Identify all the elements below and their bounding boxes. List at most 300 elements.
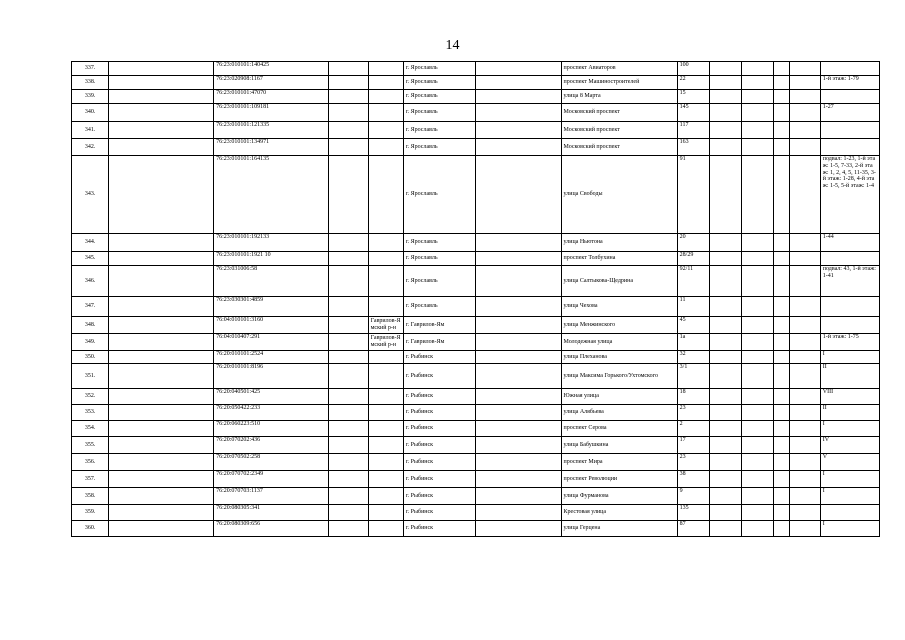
empty-cell [476, 122, 561, 139]
cadastral-number-cell: 76:23:010101:47070 [214, 90, 329, 104]
house-number-cell: 87 [677, 521, 709, 537]
row-number-cell: 341. [72, 122, 109, 139]
empty-cell [741, 297, 773, 317]
cadastral-number-cell: 76:23:030301:4859 [214, 297, 329, 317]
city-cell: г. Рыбинск [403, 488, 476, 505]
empty-cell [109, 364, 214, 389]
row-number-cell: 349. [72, 334, 109, 351]
empty-cell [774, 421, 790, 437]
empty-cell [741, 389, 773, 405]
house-number-cell: 22 [677, 76, 709, 90]
street-cell: проспект Машиностроителей [561, 76, 677, 90]
city-cell: г. Ярославль [403, 76, 476, 90]
empty-cell [741, 76, 773, 90]
premises-cell: 1-44 [820, 234, 879, 252]
cadastral-number-cell: 76:20:070502:258 [214, 454, 329, 471]
cadastral-number-cell: 76:20:080309:656 [214, 521, 329, 537]
empty-cell [789, 351, 820, 364]
house-number-cell: 145 [677, 104, 709, 122]
empty-cell [476, 505, 561, 521]
street-cell: Молодежная улица [561, 334, 677, 351]
street-cell: улица 8 Марта [561, 90, 677, 104]
premises-cell: I [820, 351, 879, 364]
empty-cell [789, 471, 820, 488]
empty-cell [109, 521, 214, 537]
empty-cell [741, 364, 773, 389]
cadastral-number-cell: 76:04:010407:291 [214, 334, 329, 351]
district-cell [368, 351, 403, 364]
table-row [72, 90, 880, 104]
empty-cell [109, 90, 214, 104]
city-cell: г. Рыбинск [403, 521, 476, 537]
cadastral-number-cell: 76:20:070703:1137 [214, 488, 329, 505]
empty-cell [774, 505, 790, 521]
premises-cell [820, 62, 879, 76]
empty-cell [329, 421, 368, 437]
empty-cell [329, 76, 368, 90]
row-number-cell: 343. [72, 156, 109, 234]
empty-cell [709, 437, 741, 454]
table-row [72, 488, 880, 505]
cadastral-number-cell: 76:23:010101:192133 [214, 234, 329, 252]
district-cell [368, 297, 403, 317]
empty-cell [476, 266, 561, 297]
district-cell [368, 471, 403, 488]
premises-cell: 1-27 [820, 104, 879, 122]
empty-cell [109, 234, 214, 252]
row-number-cell: 354. [72, 421, 109, 437]
empty-cell [774, 437, 790, 454]
city-cell: г. Ярославль [403, 62, 476, 76]
city-cell: г. Гаврилов-Ям [403, 317, 476, 334]
row-number-cell: 339. [72, 90, 109, 104]
row-number-cell: 353. [72, 405, 109, 421]
premises-cell: VIII [820, 389, 879, 405]
empty-cell [109, 505, 214, 521]
cadastral-number-cell: 76:23:010101:121335 [214, 122, 329, 139]
house-number-cell: 28/29 [677, 252, 709, 266]
table-row [72, 521, 880, 537]
premises-cell: V [820, 454, 879, 471]
cadastral-number-cell: 76:20:070202:436 [214, 437, 329, 454]
table-row [72, 104, 880, 122]
empty-cell [109, 389, 214, 405]
empty-cell [476, 521, 561, 537]
district-cell [368, 421, 403, 437]
empty-cell [329, 122, 368, 139]
empty-cell [476, 297, 561, 317]
empty-cell [109, 266, 214, 297]
row-number-cell: 356. [72, 454, 109, 471]
premises-cell: I [820, 421, 879, 437]
street-cell: улица Чехова [561, 297, 677, 317]
table-row [72, 122, 880, 139]
empty-cell [709, 139, 741, 156]
table-row [72, 317, 880, 334]
empty-cell [774, 521, 790, 537]
table-row [72, 389, 880, 405]
empty-cell [476, 454, 561, 471]
empty-cell [741, 437, 773, 454]
empty-cell [774, 62, 790, 76]
empty-cell [109, 122, 214, 139]
city-cell: г. Рыбинск [403, 437, 476, 454]
street-cell: улица Менжинского [561, 317, 677, 334]
empty-cell [741, 488, 773, 505]
empty-cell [709, 405, 741, 421]
house-number-cell: 2 [677, 421, 709, 437]
city-cell: г. Гаврилов-Ям [403, 334, 476, 351]
district-cell [368, 488, 403, 505]
empty-cell [789, 317, 820, 334]
empty-cell [109, 437, 214, 454]
table-row [72, 421, 880, 437]
district-cell [368, 234, 403, 252]
empty-cell [476, 104, 561, 122]
empty-cell [709, 389, 741, 405]
district-cell [368, 405, 403, 421]
empty-cell [709, 488, 741, 505]
table-row [72, 76, 880, 90]
empty-cell [329, 62, 368, 76]
street-cell: проспект Авиаторов [561, 62, 677, 76]
empty-cell [709, 90, 741, 104]
row-number-cell: 344. [72, 234, 109, 252]
city-cell: г. Рыбинск [403, 454, 476, 471]
cadastral-number-cell: 76:23:010101:164135 [214, 156, 329, 234]
district-cell [368, 90, 403, 104]
empty-cell [709, 421, 741, 437]
premises-cell: 1-й этаж: 1-79 [820, 76, 879, 90]
row-number-cell: 359. [72, 505, 109, 521]
empty-cell [476, 471, 561, 488]
cadastral-number-cell: 76:20:080305:341 [214, 505, 329, 521]
street-cell: улица Герцена [561, 521, 677, 537]
empty-cell [109, 62, 214, 76]
empty-cell [476, 389, 561, 405]
cadastral-number-cell: 76:20:050422:233 [214, 405, 329, 421]
city-cell: г. Ярославль [403, 156, 476, 234]
empty-cell [109, 156, 214, 234]
table-row [72, 297, 880, 317]
city-cell: г. Рыбинск [403, 364, 476, 389]
city-cell: г. Рыбинск [403, 389, 476, 405]
empty-cell [789, 90, 820, 104]
house-number-cell: 135 [677, 505, 709, 521]
premises-cell: подвал: 1-23, 1-й этаж: 1-5, 7-33, 2-й этаж: 1, 2, 4, 5, 11-35, 3-й этаж: 1-28, 4-й этаж: 1-5, 5-й этаж: 1-4 [820, 156, 879, 234]
row-number-cell: 348. [72, 317, 109, 334]
empty-cell [709, 76, 741, 90]
empty-cell [741, 317, 773, 334]
district-cell [368, 122, 403, 139]
city-cell: г. Рыбинск [403, 471, 476, 488]
empty-cell [741, 421, 773, 437]
empty-cell [709, 454, 741, 471]
cadastral-number-cell: 76:20:010101:2524 [214, 351, 329, 364]
empty-cell [329, 234, 368, 252]
empty-cell [789, 139, 820, 156]
empty-cell [789, 389, 820, 405]
empty-cell [109, 421, 214, 437]
empty-cell [774, 405, 790, 421]
empty-cell [329, 364, 368, 389]
premises-cell [820, 505, 879, 521]
cadastral-number-cell: 76:20:070702:2349 [214, 471, 329, 488]
house-number-cell: 1а [677, 334, 709, 351]
empty-cell [774, 488, 790, 505]
city-cell: г. Ярославль [403, 104, 476, 122]
empty-cell [741, 234, 773, 252]
empty-cell [109, 76, 214, 90]
empty-cell [476, 156, 561, 234]
empty-cell [789, 454, 820, 471]
row-number-cell: 345. [72, 252, 109, 266]
table-row [72, 62, 880, 76]
empty-cell [774, 454, 790, 471]
cadastral-number-cell: 76:23:020908:1167 [214, 76, 329, 90]
house-number-cell: 163 [677, 139, 709, 156]
empty-cell [789, 234, 820, 252]
house-number-cell: 23 [677, 454, 709, 471]
empty-cell [789, 488, 820, 505]
premises-cell: II [820, 364, 879, 389]
empty-cell [741, 252, 773, 266]
empty-cell [774, 317, 790, 334]
empty-cell [109, 104, 214, 122]
empty-cell [476, 421, 561, 437]
district-cell [368, 104, 403, 122]
street-cell: проспект Мира [561, 454, 677, 471]
street-cell: улица Плеханова [561, 351, 677, 364]
empty-cell [109, 405, 214, 421]
city-cell: г. Рыбинск [403, 505, 476, 521]
empty-cell [774, 364, 790, 389]
district-cell [368, 156, 403, 234]
cadastral-number-cell: 76:04:010101:3160 [214, 317, 329, 334]
empty-cell [109, 334, 214, 351]
empty-cell [109, 454, 214, 471]
empty-cell [109, 351, 214, 364]
street-cell: Московский проспект [561, 139, 677, 156]
empty-cell [329, 252, 368, 266]
empty-cell [329, 297, 368, 317]
house-number-cell: 20 [677, 234, 709, 252]
empty-cell [476, 351, 561, 364]
empty-cell [476, 252, 561, 266]
empty-cell [789, 122, 820, 139]
empty-cell [329, 488, 368, 505]
row-number-cell: 347. [72, 297, 109, 317]
city-cell: г. Рыбинск [403, 405, 476, 421]
premises-cell [820, 90, 879, 104]
cadastral-number-cell: 76:23:010101:1921 10 [214, 252, 329, 266]
cadastral-number-cell: 76:23:010101:140425 [214, 62, 329, 76]
table-row [72, 334, 880, 351]
city-cell: г. Ярославль [403, 234, 476, 252]
empty-cell [476, 90, 561, 104]
city-cell: г. Ярославль [403, 297, 476, 317]
table-row [72, 234, 880, 252]
empty-cell [709, 505, 741, 521]
district-cell [368, 252, 403, 266]
empty-cell [741, 454, 773, 471]
district-cell: Гаврилов-Ямский р-н [368, 317, 403, 334]
empty-cell [109, 488, 214, 505]
street-cell: Южная улица [561, 389, 677, 405]
table-row [72, 405, 880, 421]
cadastral-number-cell: 76:23:010101:109181 [214, 104, 329, 122]
empty-cell [774, 122, 790, 139]
empty-cell [476, 62, 561, 76]
empty-cell [476, 76, 561, 90]
house-number-cell: 23 [677, 405, 709, 421]
house-number-cell: 17 [677, 437, 709, 454]
empty-cell [789, 297, 820, 317]
house-number-cell: 11 [677, 297, 709, 317]
empty-cell [329, 505, 368, 521]
row-number-cell: 350. [72, 351, 109, 364]
empty-cell [109, 297, 214, 317]
empty-cell [789, 334, 820, 351]
empty-cell [789, 266, 820, 297]
empty-cell [789, 252, 820, 266]
empty-cell [774, 76, 790, 90]
empty-cell [329, 156, 368, 234]
district-cell [368, 521, 403, 537]
row-number-cell: 357. [72, 471, 109, 488]
street-cell: проспект Серова [561, 421, 677, 437]
empty-cell [709, 104, 741, 122]
house-number-cell: 92/11 [677, 266, 709, 297]
house-number-cell: 18 [677, 389, 709, 405]
empty-cell [709, 122, 741, 139]
house-number-cell: 32 [677, 351, 709, 364]
empty-cell [741, 471, 773, 488]
street-cell: проспект Толбухина [561, 252, 677, 266]
premises-cell [820, 297, 879, 317]
empty-cell [789, 505, 820, 521]
table-row [72, 139, 880, 156]
empty-cell [774, 90, 790, 104]
street-cell: Московский проспект [561, 122, 677, 139]
city-cell: г. Ярославль [403, 266, 476, 297]
empty-cell [329, 266, 368, 297]
district-cell: Гаврилов-Ямский р-н [368, 334, 403, 351]
empty-cell [109, 252, 214, 266]
street-cell: проспект Революции [561, 471, 677, 488]
row-number-cell: 338. [72, 76, 109, 90]
table-row [72, 156, 880, 234]
district-cell [368, 139, 403, 156]
empty-cell [741, 405, 773, 421]
premises-cell: IV [820, 437, 879, 454]
empty-cell [329, 139, 368, 156]
table-row [72, 505, 880, 521]
empty-cell [329, 454, 368, 471]
empty-cell [329, 351, 368, 364]
city-cell: г. Ярославль [403, 90, 476, 104]
street-cell: улица Максима Горького/Ухтомского [561, 364, 677, 389]
empty-cell [741, 334, 773, 351]
empty-cell [329, 317, 368, 334]
empty-cell [709, 297, 741, 317]
house-number-cell: 91 [677, 156, 709, 234]
empty-cell [109, 471, 214, 488]
empty-cell [741, 122, 773, 139]
table-row [72, 252, 880, 266]
empty-cell [109, 317, 214, 334]
premises-cell [820, 317, 879, 334]
registry-table [71, 61, 880, 537]
street-cell: Крестовая улица [561, 505, 677, 521]
empty-cell [476, 139, 561, 156]
city-cell: г. Ярославль [403, 122, 476, 139]
empty-cell [741, 156, 773, 234]
empty-cell [741, 104, 773, 122]
empty-cell [789, 364, 820, 389]
empty-cell [789, 104, 820, 122]
empty-cell [329, 90, 368, 104]
premises-cell: 1-й этаж: 1-75 [820, 334, 879, 351]
premises-cell: II [820, 405, 879, 421]
empty-cell [709, 156, 741, 234]
empty-cell [329, 521, 368, 537]
table-row [72, 471, 880, 488]
empty-cell [741, 62, 773, 76]
empty-cell [741, 351, 773, 364]
empty-cell [709, 471, 741, 488]
empty-cell [789, 76, 820, 90]
empty-cell [709, 317, 741, 334]
empty-cell [774, 351, 790, 364]
row-number-cell: 337. [72, 62, 109, 76]
empty-cell [741, 505, 773, 521]
empty-cell [789, 62, 820, 76]
district-cell [368, 389, 403, 405]
street-cell: Московский проспект [561, 104, 677, 122]
district-cell [368, 505, 403, 521]
empty-cell [476, 364, 561, 389]
empty-cell [774, 104, 790, 122]
premises-cell: I [820, 488, 879, 505]
city-cell: г. Ярославль [403, 139, 476, 156]
row-number-cell: 340. [72, 104, 109, 122]
row-number-cell: 355. [72, 437, 109, 454]
city-cell: г. Рыбинск [403, 351, 476, 364]
empty-cell [774, 471, 790, 488]
empty-cell [476, 437, 561, 454]
table-row [72, 364, 880, 389]
empty-cell [774, 389, 790, 405]
empty-cell [741, 139, 773, 156]
empty-cell [476, 405, 561, 421]
district-cell [368, 437, 403, 454]
premises-cell: I [820, 471, 879, 488]
empty-cell [329, 471, 368, 488]
premises-cell: подвал: 43, 1-й этаж: 1-41 [820, 266, 879, 297]
empty-cell [741, 521, 773, 537]
premises-cell [820, 139, 879, 156]
empty-cell [774, 156, 790, 234]
city-cell: г. Рыбинск [403, 421, 476, 437]
cadastral-number-cell: 76:23:031006:58 [214, 266, 329, 297]
row-number-cell: 352. [72, 389, 109, 405]
row-number-cell: 342. [72, 139, 109, 156]
empty-cell [774, 266, 790, 297]
table-row [72, 454, 880, 471]
house-number-cell: 117 [677, 122, 709, 139]
empty-cell [329, 334, 368, 351]
